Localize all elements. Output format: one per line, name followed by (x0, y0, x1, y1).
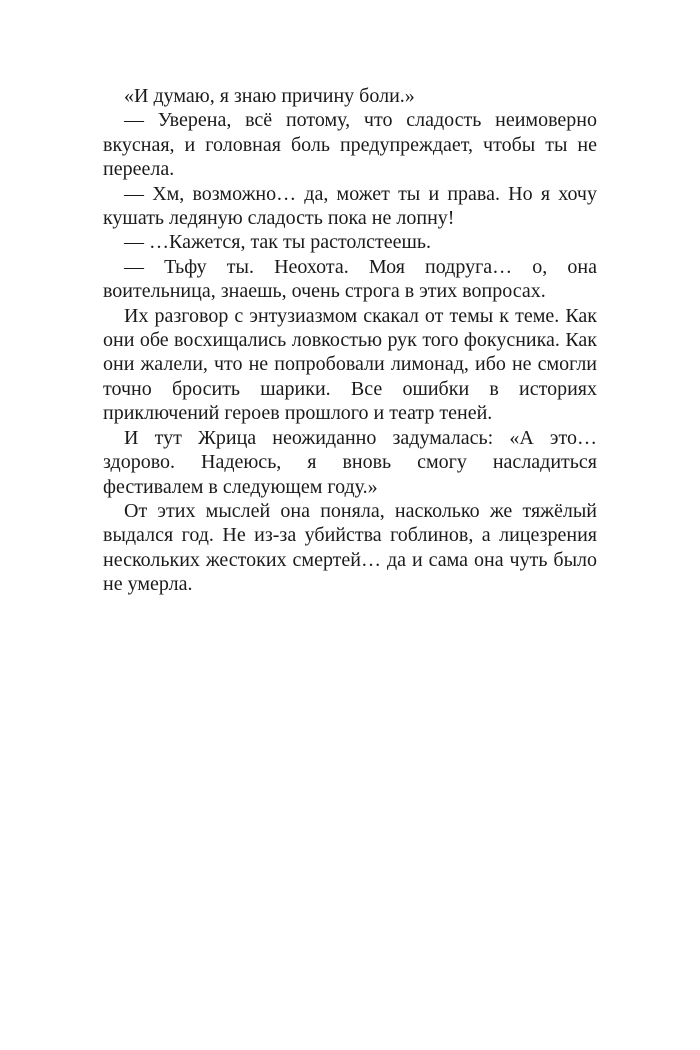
paragraph-7: И тут Жрица неожиданно задумалась: «А это… здорово. Надеюсь, я вновь смогу насладиться фестивалем в следующем году.» (103, 426, 597, 498)
paragraph-8: От этих мыслей она поняла, насколько же тяжёлый выдался год. Не из-за убийства гоблинов, а лицезрения нескольких жестоких смертей… да и сама она чуть было не умерла. (103, 499, 597, 596)
paragraph-6: Их разговор с энтузиазмом скакал от темы к теме. Как они обе восхищались ловкостью рук того фокусника. Как они жалели, что не попробовали лимонад, ибо не смогли точно бросить шарики. Все ошибки в историях приключений героев прошлого и театр теней. (103, 304, 597, 425)
paragraph-4: — …Кажется, так ты растолстеешь. (124, 231, 432, 254)
paragraph-1: «И думаю, я знаю причину боли.» (124, 85, 415, 107)
paragraph-3: — Хм, возможно… да, может ты и права. Но я хочу кушать ледяную сладость пока не лопну! (103, 182, 597, 230)
page-text (103, 84, 597, 597)
paragraph-2: — Уверена, всё потому, что сладость неимоверно вкусная, и головная боль предупреждает, чтобы ты не переела. (103, 109, 597, 181)
paragraph-5: — Тьфу ты. Неохота. Моя подруга… о, она воительница, знаешь, очень строга в этих вопросах. (103, 255, 597, 303)
